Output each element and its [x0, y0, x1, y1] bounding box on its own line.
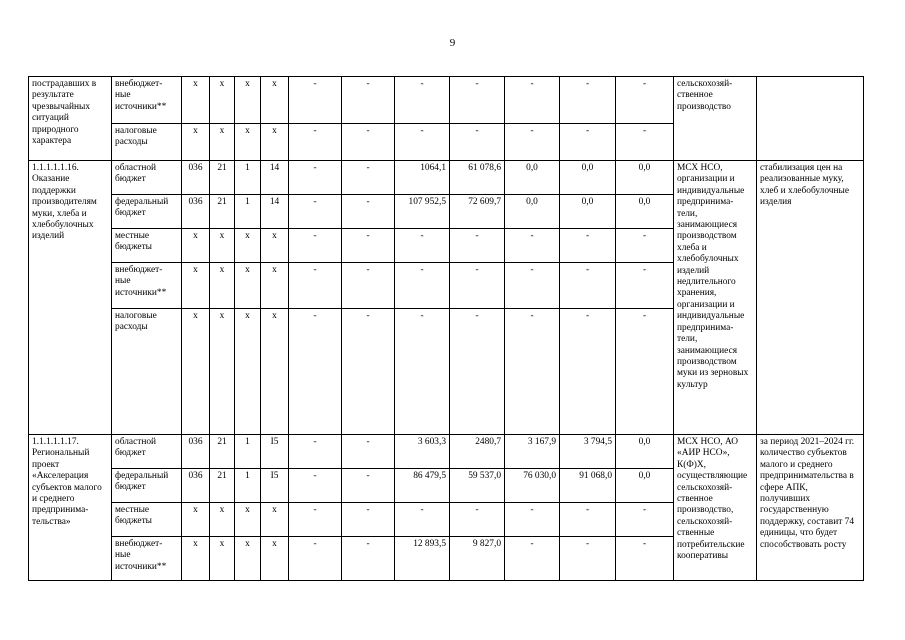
funding-source-label: внебюджет- ные источники** — [115, 79, 167, 112]
value-cell: - — [342, 537, 395, 581]
funding-source-label: областной бюджет — [115, 437, 157, 459]
code-cell: 14 — [261, 195, 289, 229]
value-cell: - — [289, 309, 342, 435]
funding-source-label: внебюджет- ные источники** — [115, 539, 167, 572]
value-cell: - — [342, 263, 395, 309]
code-cell: х — [210, 124, 235, 161]
code-cell: х — [182, 503, 210, 537]
value-cell: 3 167,9 — [505, 435, 560, 469]
value-cell: - — [616, 77, 674, 124]
code-cell: 21 — [210, 195, 235, 229]
executor-cell: МСХ НСО, организации и индивидуальные предпринима- тели, занимающиеся производством хлеба и хлебобулочных изделий недлительного хранения, организации и индивидуальные предпринима- тели, занимающиеся производством муки из зерновых культур — [674, 161, 757, 435]
value-cell: 86 479,5 — [395, 469, 450, 503]
value-cell: - — [560, 229, 616, 263]
value-cell: 0,0 — [560, 195, 616, 229]
value-cell: - — [289, 161, 342, 195]
value-cell: - — [395, 263, 450, 309]
code-cell: 036 — [182, 161, 210, 195]
code-cell: х — [182, 537, 210, 581]
result-cell — [757, 77, 864, 161]
value-cell: - — [342, 124, 395, 161]
executor-cell: сельскохозяй- ственное производство — [674, 77, 757, 161]
table-row — [29, 77, 864, 124]
value-cell: - — [289, 537, 342, 581]
code-cell: х — [210, 537, 235, 581]
value-cell: - — [505, 263, 560, 309]
code-cell: х — [261, 263, 289, 309]
measure-name-cell: 1.1.1.1.1.17. Региональный проект «Акселерация субъектов малого и среднего предпринима- тельства» — [29, 435, 112, 581]
code-cell: х — [235, 503, 261, 537]
value-cell: - — [616, 503, 674, 537]
funding-source-label: местные бюджеты — [115, 231, 152, 253]
value-cell: 0,0 — [505, 195, 560, 229]
value-cell: - — [289, 124, 342, 161]
code-cell: 036 — [182, 469, 210, 503]
measure-name-cell: пострадавших в результате чрезвычайных ситуаций природного характера — [29, 77, 112, 161]
value-cell: 12 893,5 — [395, 537, 450, 581]
value-cell: - — [395, 309, 450, 435]
code-cell: х — [182, 124, 210, 161]
value-cell: - — [342, 195, 395, 229]
funding-source-label: внебюджет- ные источники** — [115, 265, 167, 298]
value-cell: - — [616, 537, 674, 581]
page-number: 9 — [449, 37, 456, 49]
value-cell: - — [560, 77, 616, 124]
value-cell: - — [560, 309, 616, 435]
value-cell: - — [289, 263, 342, 309]
executor-cell: МСХ НСО, АО «АИР НСО», К(Ф)Х, осуществляющие сельскохозяй- ственное производство, сельскохозяй- ственные потребительские кооперативы — [674, 435, 757, 581]
value-cell: 0,0 — [505, 161, 560, 195]
value-cell: - — [395, 124, 450, 161]
value-cell: - — [289, 229, 342, 263]
value-cell: - — [342, 161, 395, 195]
code-cell: х — [261, 537, 289, 581]
code-cell: 14 — [261, 161, 289, 195]
value-cell: - — [342, 309, 395, 435]
code-cell: 036 — [182, 435, 210, 469]
value-cell: - — [289, 195, 342, 229]
value-cell: - — [616, 263, 674, 309]
table-row — [29, 161, 864, 195]
code-cell: I5 — [261, 469, 289, 503]
code-cell: 036 — [182, 195, 210, 229]
code-cell: х — [261, 309, 289, 435]
code-cell: х — [261, 77, 289, 124]
value-cell: - — [395, 77, 450, 124]
code-cell: х — [235, 229, 261, 263]
funding-source-label: налоговые расходы — [115, 126, 157, 148]
code-cell: 21 — [210, 435, 235, 469]
value-cell: 72 609,7 — [450, 195, 505, 229]
value-cell: - — [342, 469, 395, 503]
value-cell: - — [450, 309, 505, 435]
value-cell: 1064,1 — [395, 161, 450, 195]
value-cell: 2480,7 — [450, 435, 505, 469]
value-cell: - — [289, 469, 342, 503]
value-cell: 0,0 — [560, 161, 616, 195]
value-cell: 91 068,0 — [560, 469, 616, 503]
value-cell: - — [289, 77, 342, 124]
value-cell: - — [395, 229, 450, 263]
funding-source-label: федеральный бюджет — [115, 197, 169, 219]
value-cell: - — [505, 124, 560, 161]
value-cell: - — [450, 503, 505, 537]
value-cell: 3 603,3 — [395, 435, 450, 469]
value-cell: 3 794,5 — [560, 435, 616, 469]
value-cell: 76 030,0 — [505, 469, 560, 503]
value-cell: - — [342, 229, 395, 263]
code-cell: х — [210, 309, 235, 435]
value-cell: 0,0 — [616, 161, 674, 195]
code-cell: х — [235, 124, 261, 161]
code-cell: I5 — [261, 435, 289, 469]
code-cell: х — [261, 229, 289, 263]
value-cell: 0,0 — [616, 469, 674, 503]
table-row — [29, 435, 864, 469]
funding-source-label: областной бюджет — [115, 163, 157, 185]
value-cell: - — [616, 124, 674, 161]
value-cell: - — [450, 124, 505, 161]
value-cell: 61 078,6 — [450, 161, 505, 195]
value-cell: 0,0 — [616, 195, 674, 229]
measure-name-cell: 1.1.1.1.1.16. Оказание поддержки производителям муки, хлеба и хлебобулочных изделий — [29, 161, 112, 435]
value-cell: - — [450, 77, 505, 124]
code-cell: х — [182, 263, 210, 309]
funding-source-label: местные бюджеты — [115, 505, 152, 527]
value-cell: - — [560, 503, 616, 537]
code-cell: х — [210, 229, 235, 263]
value-cell: - — [505, 503, 560, 537]
code-cell: 21 — [210, 161, 235, 195]
value-cell: - — [342, 503, 395, 537]
value-cell: - — [289, 503, 342, 537]
code-cell: 1 — [235, 469, 261, 503]
value-cell: - — [342, 77, 395, 124]
code-cell: х — [235, 309, 261, 435]
code-cell: х — [261, 503, 289, 537]
value-cell: 59 537,0 — [450, 469, 505, 503]
value-cell: - — [395, 503, 450, 537]
code-cell: х — [182, 229, 210, 263]
code-cell: х — [235, 537, 261, 581]
code-cell: х — [210, 263, 235, 309]
code-cell: 1 — [235, 435, 261, 469]
code-cell: х — [210, 77, 235, 124]
value-cell: 9 827,0 — [450, 537, 505, 581]
code-cell: х — [182, 309, 210, 435]
value-cell: - — [505, 229, 560, 263]
code-cell: 21 — [210, 469, 235, 503]
program-table — [28, 76, 864, 581]
code-cell: х — [182, 77, 210, 124]
funding-source-label: налоговые расходы — [115, 311, 157, 333]
value-cell: - — [450, 263, 505, 309]
value-cell: - — [616, 229, 674, 263]
code-cell: 1 — [235, 161, 261, 195]
value-cell: - — [560, 263, 616, 309]
result-cell: за период 2021–2024 гг. количество субъектов малого и среднего предпринимательства в сфере АПК, получивших государственную поддержку, составит 74 единицы, что будет способствовать росту — [757, 435, 864, 581]
value-cell: 0,0 — [616, 435, 674, 469]
code-cell: 1 — [235, 195, 261, 229]
code-cell: х — [210, 503, 235, 537]
result-cell: стабилизация цен на реализованные муку, хлеб и хлебобулочные изделия — [757, 161, 864, 435]
value-cell: - — [505, 77, 560, 124]
code-cell: х — [261, 124, 289, 161]
code-cell: х — [235, 77, 261, 124]
value-cell: - — [505, 309, 560, 435]
value-cell: 107 952,5 — [395, 195, 450, 229]
value-cell: - — [560, 124, 616, 161]
value-cell: - — [560, 537, 616, 581]
value-cell: - — [289, 435, 342, 469]
value-cell: - — [505, 537, 560, 581]
funding-source-label: федеральный бюджет — [115, 471, 169, 493]
value-cell: - — [450, 229, 505, 263]
value-cell: - — [342, 435, 395, 469]
code-cell: х — [235, 263, 261, 309]
value-cell: - — [616, 309, 674, 435]
